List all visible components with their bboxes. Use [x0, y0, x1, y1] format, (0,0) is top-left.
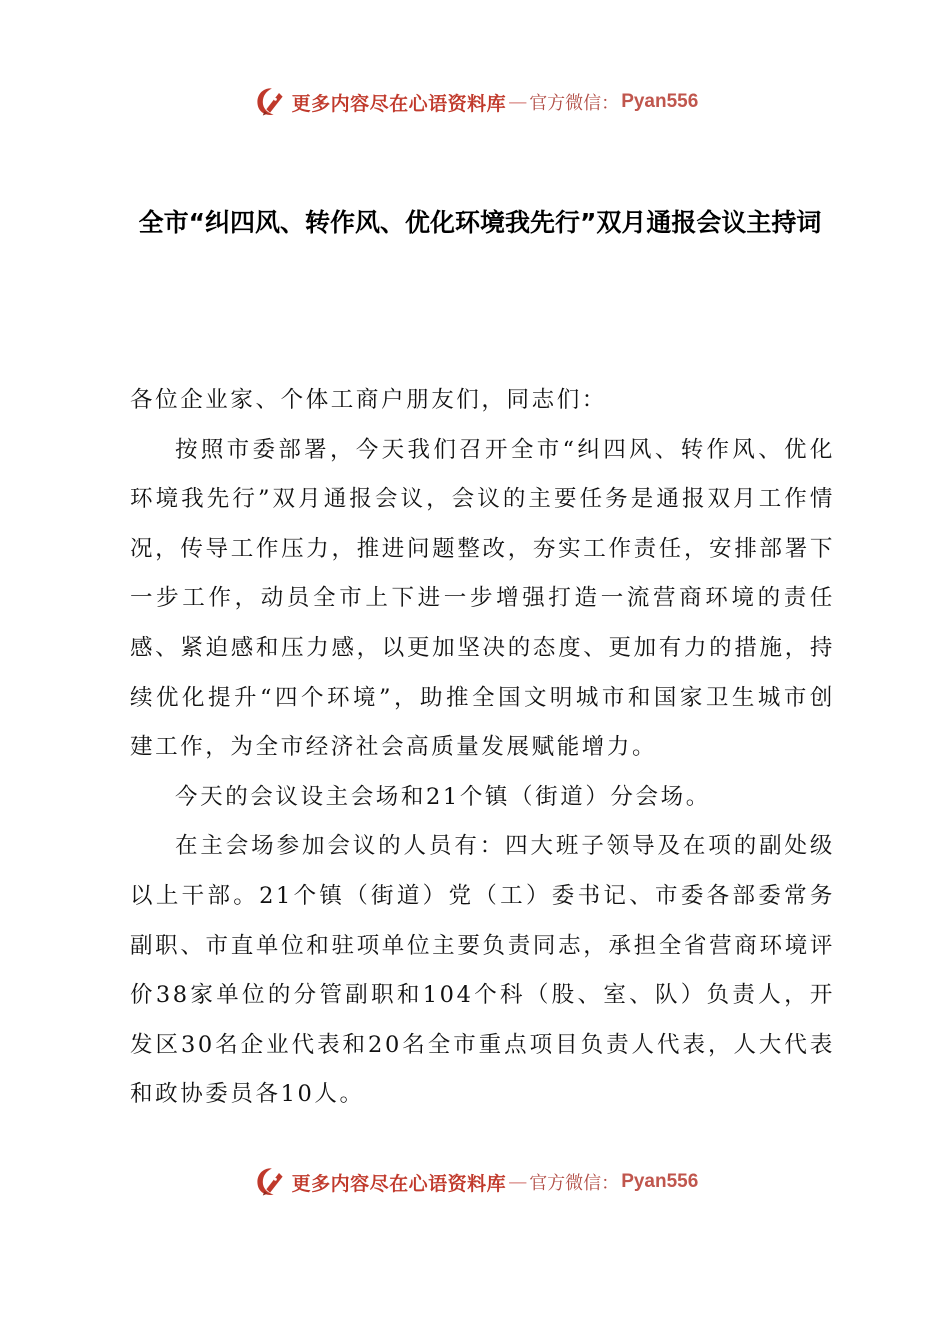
banner-wechat-label: 官方微信：: [529, 93, 620, 114]
paragraph: 今天的会议设主会场和21个镇（街道）分会场。: [175, 783, 711, 810]
banner-separator: —: [508, 1171, 528, 1193]
footer-watermark-banner: [0, 1160, 950, 1204]
paragraph: 按照市委部署，今天我们召开全市“纠四风、转作风、优化环境我先行”双月通报会议，会议的主要任务是通报双月工作情况，传导工作压力，推进问题整改，夯实工作责任，安排部署下一步工作，动员全市上下进一步增强打造一流营商环境的责任感、紧迫感和压力感，以更加坚决的态度、更加有力的措施，持续优化提升“四个环境”，助推全国文明城市和国家卫生城市创建工作，为全市经济社会高质量发展赋能增力。: [130, 436, 835, 761]
banner-wechat-id: Pyan556: [621, 91, 699, 112]
header-watermark-banner: [0, 80, 950, 124]
banner-separator: —: [508, 91, 528, 113]
fountain-pen-nib-icon: [252, 1164, 288, 1200]
paragraph: 在主会场参加会议的人员有：四大班子领导及在项的副处级以上干部。21个镇（街道）党（工）委书记、市委各部委常务副职、市直单位和驻项单位主要负责同志，承担全省营商环境评价38家单位的分管副职和104个科（股、室、队）负责人，开发区30名企业代表和20名全市重点项目负责人代表，人大代表和政协委员各10人。: [130, 833, 835, 1108]
document-title: 全市“纠四风、转作风、优化环境我先行”双月通报会议主持词: [138, 208, 822, 237]
document-body: [130, 376, 835, 1120]
salutation: 各位企业家、个体工商户朋友们，同志们：: [130, 387, 607, 413]
banner-brand-text: 更多内容尽在心语资料库: [291, 92, 507, 115]
fountain-pen-nib-icon: [252, 84, 288, 120]
banner-wechat-label: 官方微信：: [529, 1173, 620, 1194]
banner-brand-text: 更多内容尽在心语资料库: [291, 1172, 507, 1195]
banner-wechat-id: Pyan556: [621, 1171, 699, 1192]
